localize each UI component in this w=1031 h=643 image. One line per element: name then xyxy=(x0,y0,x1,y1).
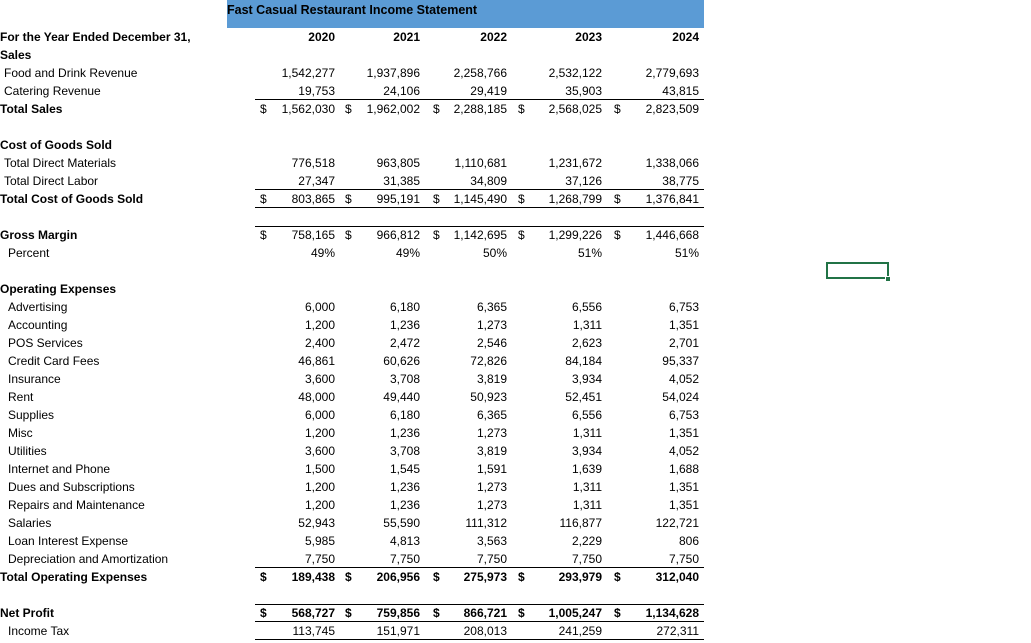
header-row xyxy=(0,28,710,46)
value-cell[interactable]: 1,338,066 xyxy=(645,156,699,170)
currency-symbol: $ xyxy=(260,570,267,584)
value-cell[interactable]: 1,591 xyxy=(476,462,507,476)
value-cell[interactable]: 6,180 xyxy=(389,408,420,422)
value-cell[interactable]: 2,623 xyxy=(571,336,602,350)
value-cell[interactable]: 3,934 xyxy=(571,372,602,386)
selected-cell[interactable] xyxy=(826,262,889,279)
value-cell[interactable]: 1,545 xyxy=(389,462,420,476)
value-cell[interactable]: 1,351 xyxy=(668,498,699,512)
value-cell[interactable]: 2,701 xyxy=(668,336,699,350)
value-cell[interactable]: 1,110,681 xyxy=(454,156,507,170)
currency-symbol: $ xyxy=(345,228,352,242)
value-cell[interactable]: 803,865 xyxy=(291,192,335,206)
value-cell[interactable]: 1,962,002 xyxy=(366,102,420,116)
total-opex-row-label: Total Operating Expenses xyxy=(0,570,148,584)
value-cell[interactable]: 3,563 xyxy=(476,534,507,548)
value-cell[interactable]: 49% xyxy=(310,246,335,260)
currency-symbol: $ xyxy=(614,192,621,206)
opex-row-label: Dues and Subscriptions xyxy=(8,480,135,494)
currency-symbol: $ xyxy=(614,606,621,620)
value-cell[interactable]: 2020 xyxy=(308,30,335,44)
currency-symbol: $ xyxy=(345,606,352,620)
value-cell[interactable]: 275,973 xyxy=(463,570,507,584)
value-cell[interactable]: 37,126 xyxy=(565,174,602,188)
opex-row xyxy=(0,550,710,568)
value-cell[interactable]: 1,273 xyxy=(476,426,507,440)
value-cell[interactable]: 2024 xyxy=(672,30,699,44)
value-cell[interactable]: 7,750 xyxy=(389,552,420,566)
value-cell[interactable]: 1,134,628 xyxy=(645,606,699,620)
value-cell[interactable]: 1,236 xyxy=(389,498,420,512)
value-cell[interactable]: 1,311 xyxy=(572,426,602,440)
total-opex-row xyxy=(0,568,710,586)
value-cell[interactable]: 1,562,030 xyxy=(281,102,335,116)
value-cell[interactable]: 1,500 xyxy=(304,462,335,476)
value-cell[interactable]: 1,351 xyxy=(668,426,699,440)
value-cell[interactable]: 1,236 xyxy=(389,480,420,494)
value-cell[interactable]: 1,231,672 xyxy=(548,156,602,170)
value-cell[interactable]: 2,532,122 xyxy=(548,66,602,80)
value-cell[interactable]: 1,446,668 xyxy=(645,228,699,242)
value-cell[interactable]: 6,753 xyxy=(668,408,699,422)
opex-row-label: Utilities xyxy=(8,444,47,458)
value-cell[interactable]: 2,288,185 xyxy=(453,102,507,116)
opex-row-label: Accounting xyxy=(8,318,68,332)
value-cell[interactable]: 758,165 xyxy=(291,228,335,242)
currency-symbol: $ xyxy=(518,570,525,584)
cogs-total-underline xyxy=(255,207,704,208)
value-cell[interactable]: 312,040 xyxy=(655,570,699,584)
total-cogs-row xyxy=(0,190,710,208)
currency-symbol: $ xyxy=(260,102,267,116)
opex-row xyxy=(0,460,710,478)
value-cell[interactable]: 1,639 xyxy=(571,462,602,476)
cogs-heading-label: Cost of Goods Sold xyxy=(0,138,112,152)
currency-symbol: $ xyxy=(433,192,440,206)
sales-row-catering-label: Catering Revenue xyxy=(4,84,101,98)
opex-row xyxy=(0,514,710,532)
gross-margin-row-label: Gross Margin xyxy=(0,228,78,242)
statement-title-bar xyxy=(227,0,704,28)
sales-row-catering xyxy=(0,82,710,100)
value-cell[interactable]: 1,200 xyxy=(304,498,335,512)
value-cell[interactable]: 27,347 xyxy=(298,174,335,188)
opex-row-label: Credit Card Fees xyxy=(8,354,100,368)
income-tax-row xyxy=(0,622,710,640)
currency-symbol: $ xyxy=(518,102,525,116)
value-cell[interactable]: 50,923 xyxy=(470,390,507,404)
value-cell[interactable]: 6,365 xyxy=(476,408,507,422)
value-cell[interactable]: 7,750 xyxy=(304,552,335,566)
value-cell[interactable]: 2021 xyxy=(393,30,420,44)
total-sales-row xyxy=(0,100,710,118)
currency-symbol: $ xyxy=(614,570,621,584)
sales-row-food-label: Food and Drink Revenue xyxy=(4,66,138,80)
value-cell[interactable]: 1,351 xyxy=(668,318,699,332)
value-cell[interactable]: 293,979 xyxy=(558,570,602,584)
value-cell[interactable]: 3,600 xyxy=(304,444,335,458)
currency-symbol: $ xyxy=(518,192,525,206)
value-cell[interactable]: 2,568,025 xyxy=(548,102,602,116)
value-cell[interactable]: 866,721 xyxy=(463,606,507,620)
value-cell[interactable]: 3,819 xyxy=(476,444,507,458)
sales-heading-label: Sales xyxy=(0,48,32,62)
value-cell[interactable]: 568,727 xyxy=(291,606,335,620)
value-cell[interactable]: 34,809 xyxy=(470,174,507,188)
value-cell[interactable]: 1,311 xyxy=(572,498,602,512)
value-cell[interactable]: 1,142,695 xyxy=(453,228,507,242)
value-cell[interactable]: 963,805 xyxy=(376,156,420,170)
value-cell[interactable]: 1,688 xyxy=(668,462,699,476)
value-cell[interactable]: 72,826 xyxy=(470,354,507,368)
value-cell[interactable]: 122,721 xyxy=(655,516,699,530)
value-cell[interactable]: 1,236 xyxy=(389,426,420,440)
opex-heading-label: Operating Expenses xyxy=(0,282,117,296)
value-cell[interactable]: 272,311 xyxy=(656,624,699,638)
value-cell[interactable]: 1,200 xyxy=(304,426,335,440)
value-cell[interactable]: 43,815 xyxy=(662,84,699,98)
opex-row xyxy=(0,406,710,424)
value-cell[interactable]: 2023 xyxy=(575,30,602,44)
opex-row xyxy=(0,478,710,496)
value-cell[interactable]: 38,775 xyxy=(662,174,699,188)
opex-row xyxy=(0,424,710,442)
value-cell[interactable]: 6,753 xyxy=(668,300,699,314)
value-cell[interactable]: 1,376,841 xyxy=(645,192,699,206)
value-cell[interactable]: 116,877 xyxy=(559,516,602,530)
currency-symbol: $ xyxy=(260,228,267,242)
cogs-heading xyxy=(0,136,710,154)
net-profit-row-label: Net Profit xyxy=(0,606,54,620)
value-cell[interactable]: 1,273 xyxy=(476,498,507,512)
value-cell[interactable]: 3,708 xyxy=(389,372,420,386)
opex-row-label: Advertising xyxy=(8,300,68,314)
currency-symbol: $ xyxy=(518,228,525,242)
value-cell[interactable]: 151,971 xyxy=(376,624,420,638)
opex-row-label: Misc xyxy=(8,426,33,440)
value-cell[interactable]: 6,365 xyxy=(476,300,507,314)
opex-row-label: Insurance xyxy=(8,372,61,386)
value-cell[interactable]: 806 xyxy=(678,534,699,548)
value-cell[interactable]: 7,750 xyxy=(571,552,602,566)
percent-row-label: Percent xyxy=(8,246,50,260)
sales-row-food xyxy=(0,64,710,82)
opex-row xyxy=(0,352,710,370)
value-cell[interactable]: 2022 xyxy=(480,30,507,44)
currency-symbol: $ xyxy=(345,570,352,584)
opex-row xyxy=(0,532,710,550)
value-cell[interactable]: 51% xyxy=(674,246,699,260)
sales-heading xyxy=(0,46,710,64)
value-cell[interactable]: 189,438 xyxy=(291,570,335,584)
gross-margin-row xyxy=(0,226,710,244)
currency-symbol: $ xyxy=(518,606,525,620)
cogs-row-materials xyxy=(0,154,710,172)
value-cell[interactable]: 6,000 xyxy=(304,408,335,422)
currency-symbol: $ xyxy=(433,228,440,242)
value-cell[interactable]: 759,856 xyxy=(376,606,420,620)
currency-symbol: $ xyxy=(433,606,440,620)
value-cell[interactable]: 6,556 xyxy=(571,408,602,422)
value-cell[interactable]: 1,299,226 xyxy=(548,228,602,242)
value-cell[interactable]: 2,779,693 xyxy=(645,66,699,80)
value-cell[interactable]: 3,819 xyxy=(476,372,507,386)
opex-row xyxy=(0,334,710,352)
value-cell[interactable]: 19,753 xyxy=(298,84,335,98)
value-cell[interactable]: 1,200 xyxy=(304,480,335,494)
opex-row xyxy=(0,496,710,514)
value-cell[interactable]: 2,823,509 xyxy=(645,102,699,116)
value-cell[interactable]: 50% xyxy=(482,246,507,260)
opex-row xyxy=(0,388,710,406)
value-cell[interactable]: 776,518 xyxy=(291,156,335,170)
opex-row-label: Depreciation and Amortization xyxy=(8,552,169,566)
value-cell[interactable]: 6,000 xyxy=(304,300,335,314)
value-cell[interactable]: 6,556 xyxy=(571,300,602,314)
value-cell[interactable]: 2,258,766 xyxy=(453,66,507,80)
value-cell[interactable]: 31,385 xyxy=(383,174,420,188)
value-cell[interactable]: 6,180 xyxy=(389,300,420,314)
value-cell[interactable]: 1,005,247 xyxy=(548,606,602,620)
total-cogs-row-label: Total Cost of Goods Sold xyxy=(0,192,144,206)
value-cell[interactable]: 1,937,896 xyxy=(366,66,420,80)
opex-heading xyxy=(0,280,710,298)
currency-symbol: $ xyxy=(433,102,440,116)
currency-symbol: $ xyxy=(260,192,267,206)
cogs-row-materials-label: Total Direct Materials xyxy=(4,156,117,170)
value-cell[interactable]: 4,052 xyxy=(668,444,699,458)
header-row-label: For the Year Ended December 31, xyxy=(0,30,191,44)
value-cell[interactable]: 1,200 xyxy=(304,318,335,332)
currency-symbol: $ xyxy=(433,570,440,584)
value-cell[interactable]: 1,236 xyxy=(389,318,420,332)
value-cell[interactable]: 4,052 xyxy=(668,372,699,386)
opex-row-label: Loan Interest Expense xyxy=(8,534,129,548)
opex-row-label: Supplies xyxy=(8,408,55,422)
value-cell[interactable]: 35,903 xyxy=(565,84,602,98)
value-cell[interactable]: 24,106 xyxy=(383,84,420,98)
opex-row-label: Repairs and Maintenance xyxy=(8,498,145,512)
value-cell[interactable]: 1,273 xyxy=(476,480,507,494)
currency-symbol: $ xyxy=(260,606,267,620)
value-cell[interactable]: 95,337 xyxy=(662,354,699,368)
currency-symbol: $ xyxy=(614,228,621,242)
value-cell[interactable]: 241,259 xyxy=(558,624,602,638)
value-cell[interactable]: 1,542,277 xyxy=(281,66,335,80)
value-cell[interactable]: 206,956 xyxy=(376,570,420,584)
value-cell[interactable]: 3,600 xyxy=(304,372,335,386)
opex-row xyxy=(0,370,710,388)
currency-symbol: $ xyxy=(345,102,352,116)
value-cell[interactable]: 52,451 xyxy=(565,390,602,404)
value-cell[interactable]: 51% xyxy=(577,246,602,260)
value-cell[interactable]: 2,400 xyxy=(304,336,335,350)
cogs-row-labor xyxy=(0,172,710,190)
currency-symbol: $ xyxy=(614,102,621,116)
opex-row xyxy=(0,298,710,316)
value-cell[interactable]: 995,191 xyxy=(376,192,420,206)
value-cell[interactable]: 54,024 xyxy=(662,390,699,404)
opex-row xyxy=(0,442,710,460)
opex-row-label: POS Services xyxy=(8,336,83,350)
value-cell[interactable]: 208,013 xyxy=(463,624,507,638)
value-cell[interactable]: 3,934 xyxy=(571,444,602,458)
income-tax-row-label: Income Tax xyxy=(8,624,70,638)
fill-handle[interactable] xyxy=(885,276,891,282)
value-cell[interactable]: 46,861 xyxy=(298,354,335,368)
percent-row xyxy=(0,244,710,262)
value-cell[interactable]: 111,312 xyxy=(465,516,507,530)
value-cell[interactable]: 113,745 xyxy=(292,624,335,638)
net-profit-row xyxy=(0,604,710,622)
currency-symbol: $ xyxy=(345,192,352,206)
value-cell[interactable]: 84,184 xyxy=(565,354,602,368)
value-cell[interactable]: 3,708 xyxy=(389,444,420,458)
value-cell[interactable]: 1,273 xyxy=(476,318,507,332)
opex-row-label: Salaries xyxy=(8,516,52,530)
value-cell[interactable]: 60,626 xyxy=(383,354,420,368)
statement-title: Fast Casual Restaurant Income Statement xyxy=(227,3,478,17)
value-cell[interactable]: 48,000 xyxy=(298,390,335,404)
value-cell[interactable]: 2,472 xyxy=(389,336,420,350)
income-tax-underline xyxy=(255,639,704,640)
value-cell[interactable]: 2,229 xyxy=(571,534,602,548)
value-cell[interactable]: 1,311 xyxy=(572,480,602,494)
value-cell[interactable]: 4,813 xyxy=(389,534,420,548)
value-cell[interactable]: 1,311 xyxy=(572,318,602,332)
value-cell[interactable]: 49% xyxy=(395,246,420,260)
opex-row-label: Rent xyxy=(8,390,34,404)
value-cell[interactable]: 2,546 xyxy=(476,336,507,350)
value-cell[interactable]: 966,812 xyxy=(376,228,420,242)
cogs-row-labor-label: Total Direct Labor xyxy=(4,174,99,188)
value-cell[interactable]: 49,440 xyxy=(383,390,420,404)
value-cell[interactable]: 1,351 xyxy=(668,480,699,494)
value-cell[interactable]: 1,268,799 xyxy=(548,192,602,206)
value-cell[interactable]: 52,943 xyxy=(298,516,335,530)
opex-row-label: Internet and Phone xyxy=(8,462,111,476)
value-cell[interactable]: 55,590 xyxy=(383,516,420,530)
value-cell[interactable]: 7,750 xyxy=(476,552,507,566)
value-cell[interactable]: 1,145,490 xyxy=(453,192,507,206)
value-cell[interactable]: 5,985 xyxy=(304,534,335,548)
value-cell[interactable]: 7,750 xyxy=(668,552,699,566)
total-sales-row-label: Total Sales xyxy=(0,102,63,116)
gross-margin-topline xyxy=(255,226,704,227)
opex-row xyxy=(0,316,710,334)
value-cell[interactable]: 29,419 xyxy=(470,84,507,98)
